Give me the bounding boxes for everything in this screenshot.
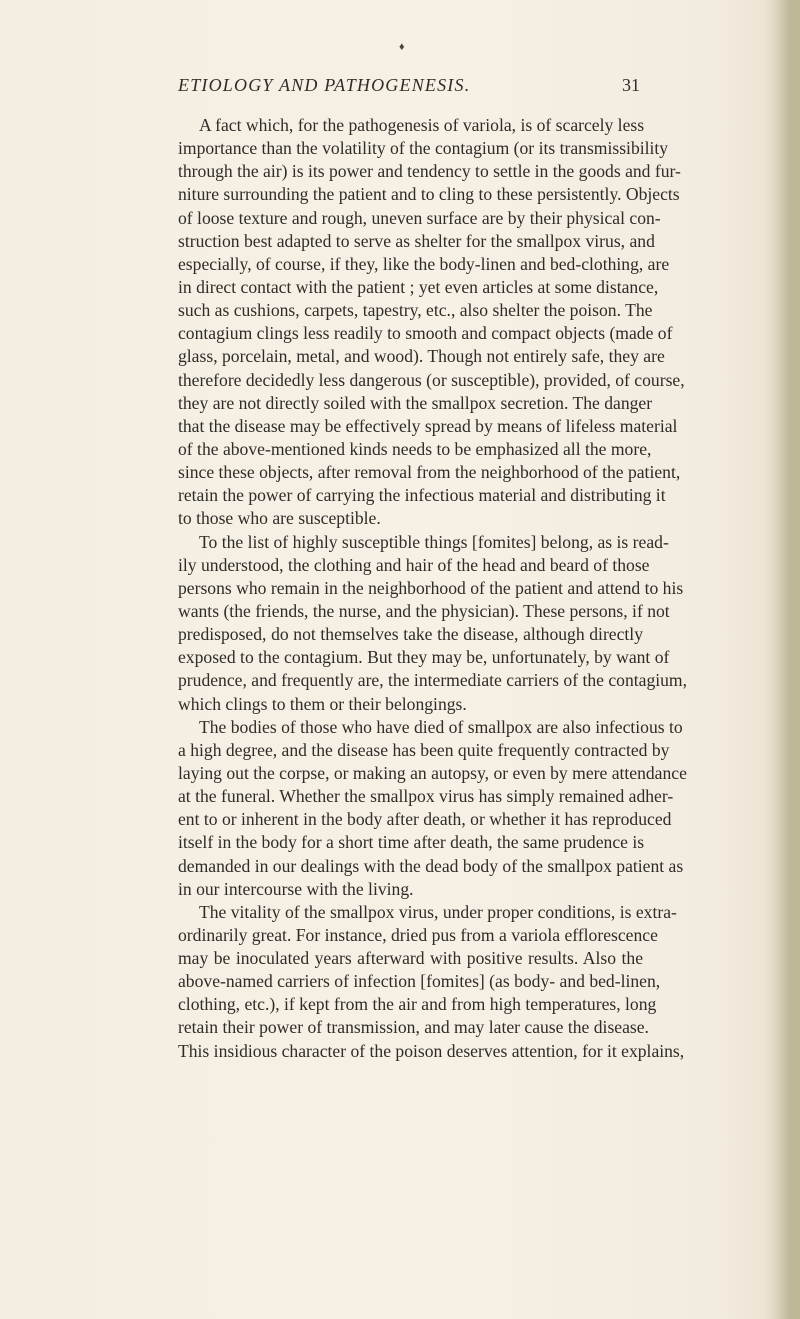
text-line: retain the power of carrying the infectious material and distributing it	[178, 485, 666, 506]
text-line: contagium clings less readily to smooth and compact objects (made of	[178, 323, 673, 344]
page-header	[178, 75, 640, 105]
text-line: of the above-mentioned kinds needs to be emphasized all the more,	[178, 438, 652, 459]
text-line: retain their power of transmission, and may later cause the disease.	[178, 1017, 649, 1038]
running-head: ETIOLOGY AND PATHOGENESIS.	[178, 75, 471, 95]
text-line: especially, of course, if they, like the body-linen and bed-clothing, are	[178, 253, 670, 274]
text-line: a high degree, and the disease has been quite frequently contracted by	[178, 739, 670, 760]
text-line: To the list of highly susceptible things [fomites] belong, as is read-	[199, 531, 669, 552]
text-line: which clings to them or their belongings.	[178, 693, 467, 714]
text-line: glass, porcelain, metal, and wood). Though not entirely safe, they are	[178, 346, 665, 367]
text-line: A fact which, for the pathogenesis of variola, is of scarcely less	[199, 115, 645, 135]
text-line: demanded in our dealings with the dead body of the smallpox patient as	[178, 855, 684, 876]
text-line: persons who remain in the neighborhood of the patient and attend to his	[178, 577, 684, 598]
text-line: in our intercourse with the living.	[178, 878, 414, 899]
text-line: itself in the body for a short time after death, the same prudence is	[178, 832, 645, 853]
ink-mark: ♦	[399, 41, 405, 53]
text-line: therefore decidedly less dangerous (or susceptible), provided, of course,	[178, 369, 685, 390]
text-line: This insidious character of the poison deserves attention, for it explains,	[178, 1040, 685, 1061]
text-line: of loose texture and rough, uneven surface are by their physical con-	[178, 207, 661, 228]
page-number: 31	[622, 75, 640, 95]
text-line: niture surrounding the patient and to cling to these persistently. Objects	[178, 184, 680, 205]
text-line: they are not directly soiled with the smallpox secretion. The danger	[178, 392, 653, 413]
text-line: that the disease may be effectively spread by means of lifeless material	[178, 415, 678, 436]
text-line: ordinarily great. For instance, dried pus from a variola efflorescence	[178, 924, 658, 945]
text-line: ent to or inherent in the body after death, or whether it has reproduced	[178, 809, 672, 830]
text-line: wants (the friends, the nurse, and the physician). These persons, if not	[178, 600, 670, 621]
text-line: clothing, etc.), if kept from the air and from high temperatures, long	[178, 994, 657, 1015]
text-line: predisposed, do not themselves take the disease, although directly	[178, 624, 643, 645]
text-line: to those who are susceptible.	[178, 508, 381, 529]
text-line: such as cushions, carpets, tapestry, etc., also shelter the poison. The	[178, 300, 653, 321]
text-line: importance than the volatility of the contagium (or its transmissibility	[178, 138, 669, 159]
text-line: since these objects, after removal from the neighborhood of the patient,	[178, 462, 681, 483]
text-line: at the funeral. Whether the smallpox virus has simply remained adher-	[178, 786, 674, 807]
page-edge-shadow	[764, 0, 800, 1319]
text-line: above-named carriers of infection [fomites] (as body- and bed-linen,	[178, 971, 661, 992]
text-line: laying out the corpse, or making an autopsy, or even by mere attendance	[178, 762, 687, 783]
text-line: ily understood, the clothing and hair of the head and beard of those	[178, 554, 650, 575]
text-line: may be inoculated years afterward with positive results. Also the	[178, 948, 643, 969]
text-line: in direct contact with the patient ; yet even articles at some distance,	[178, 276, 659, 297]
text-line: struction best adapted to serve as shelter for the smallpox virus, and	[178, 230, 655, 251]
text-line: prudence, and frequently are, the intermediate carriers of the contagium,	[178, 670, 688, 691]
text-line: The bodies of those who have died of smallpox are also infectious to	[199, 716, 683, 737]
body-text	[178, 114, 688, 1063]
text-line: through the air) is its power and tendency to settle in the goods and fur-	[178, 161, 681, 182]
text-line: The vitality of the smallpox virus, under proper conditions, is extra-	[199, 901, 677, 922]
text-line: exposed to the contagium. But they may be, unfortunately, by want of	[178, 647, 670, 668]
